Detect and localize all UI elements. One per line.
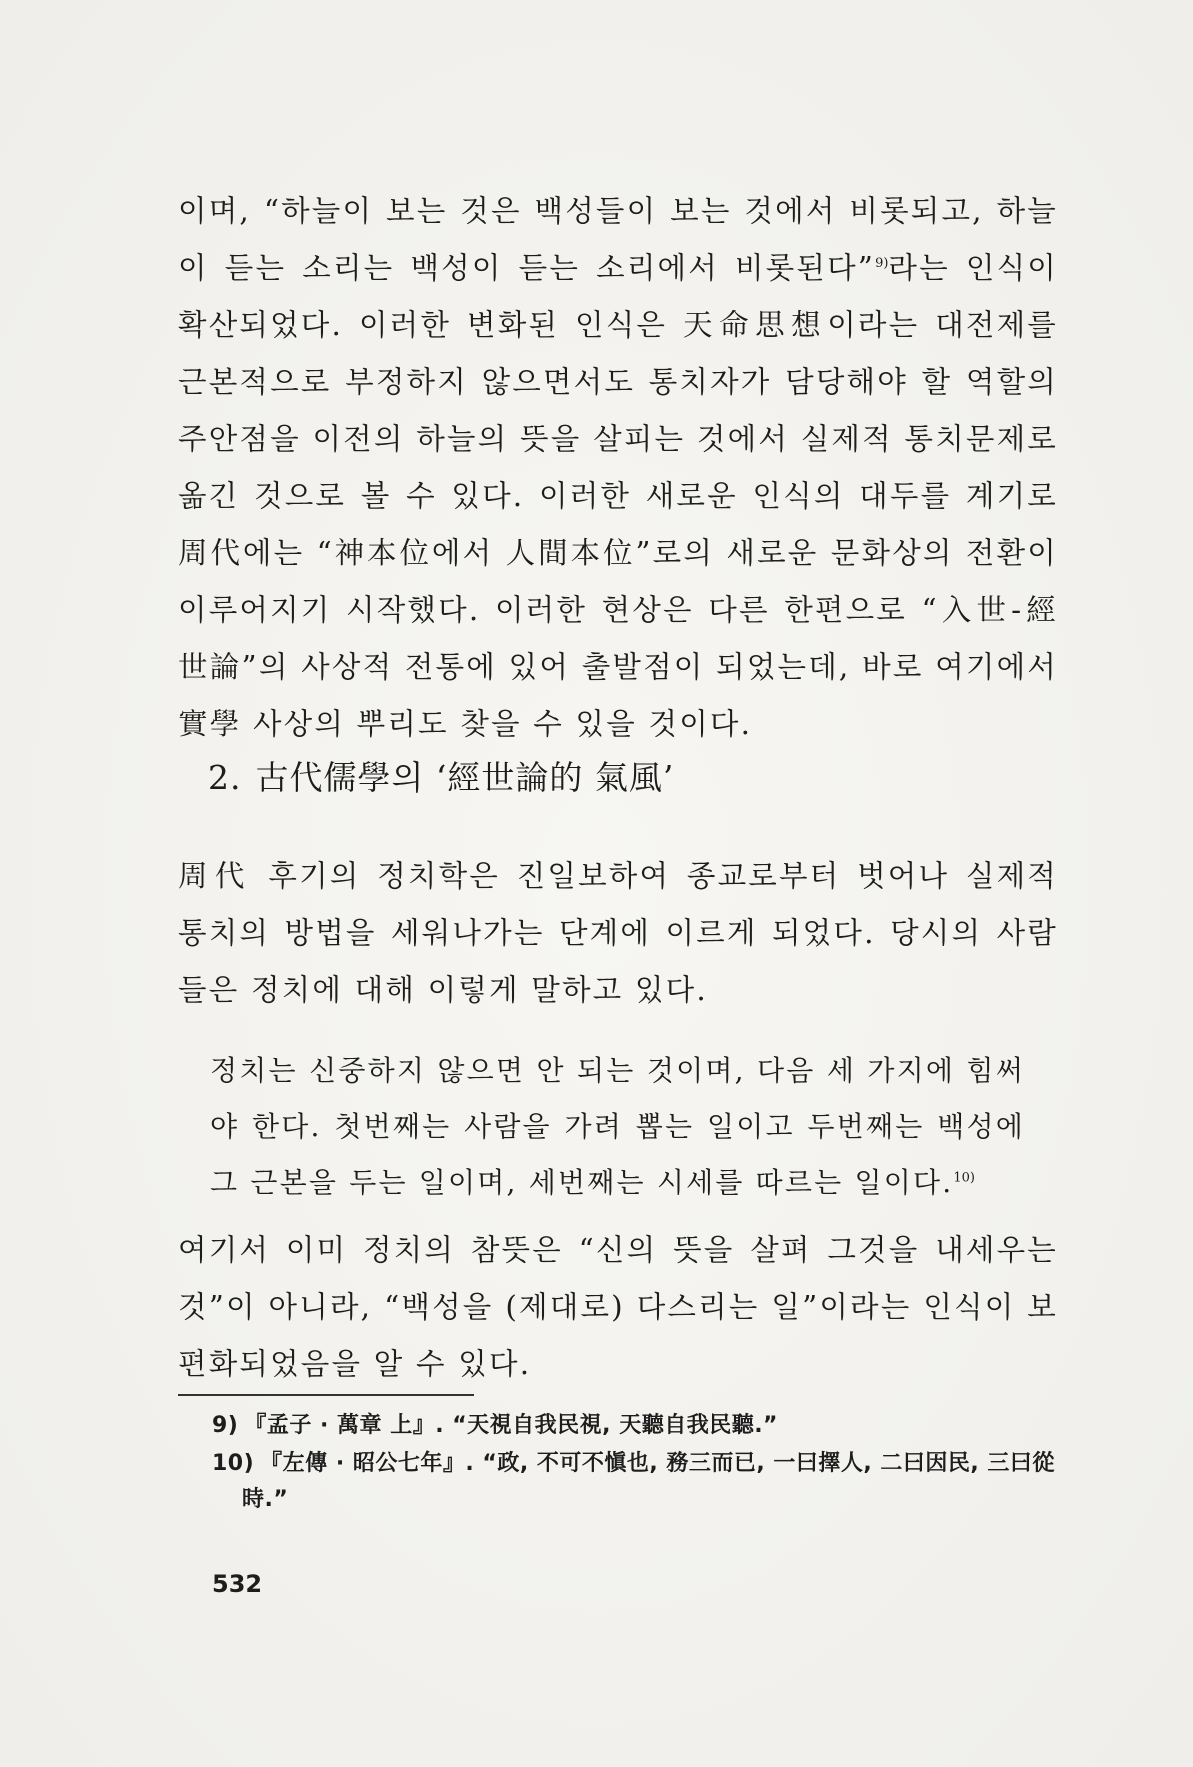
section-heading [208, 752, 674, 799]
footnote-divider [178, 1394, 474, 1396]
body-paragraph-2: 周代 후기의 정치학은 진일보하여 종교로부터 벗어나 실제적 통치의 방법을 세워나가는 단계에 이르게 되었다. 당시의 사람들은 정치에 대해 이렇게 말하고 있다. [178, 859, 1058, 1007]
paragraph-text-continued: 라는 인식이 확산되었다. 이러한 변화된 인식은 天命思想이라는 대전제를 근본적으로 부정하지 않으면서도 통치자가 담당해야 할 역할의 주안점을 이전의 하늘의 뜻을 살피는 것에서 실제적 통치문제로 옮긴 것으로 볼 수 있다. 이러한 새로운 인식의 대두를 계기로 周代에는 “神本位에서 人間本位”로의 새로운 문화상의 전환이 이루어지기 시작했다. 이러한 현상은 다른 한편으로 “入世-經世論”의 사상적 전통에 있어 출발점이 되었는데, 바로 여기에서 實學 사상의 뿌리도 찾을 수 있을 것이다. [178, 251, 1058, 741]
footnote-ref-10[interactable]: 10) [953, 1170, 975, 1186]
quote-text: 정치는 신중하지 않으면 안 되는 것이며, 다음 세 가지에 힘써야 한다. 첫번째는 사람을 가려 뽑는 일이고 두번째는 백성에 그 근본을 두는 일이며, 세번째는 시세를 따르는 일이다. [210, 1054, 1025, 1199]
footnote-9 [212, 1408, 1058, 1444]
footnote-ref-9[interactable]: 9) [875, 256, 889, 272]
footnote-text: 『孟子 · 萬章 上』. “天視自我民視, 天聽自我民聽.” [244, 1413, 779, 1438]
footnote-text: 『左傳 · 昭公七年』. “政, 不可不愼也, 務三而已, 一曰擇人, 二曰因民, 三曰從 [260, 1451, 1055, 1476]
footnote-number: 9) [212, 1413, 239, 1438]
footnote-text-continued: 時.” [242, 1487, 289, 1512]
paragraph-text: 이며, “하늘이 보는 것은 백성들이 보는 것에서 비롯되고, 하늘이 듣는 소리는 백성이 듣는 소리에서 비롯된다” [178, 194, 1058, 285]
footnote-10 [212, 1446, 1058, 1518]
page-number: 532 [212, 1570, 263, 1598]
body-paragraph-3: 여기서 이미 정치의 참뜻은 “신의 뜻을 살펴 그것을 내세우는 것”이 아니라, “백성을 (제대로) 다스리는 일”이라는 인식이 보편화되었음을 알 수 있다. [178, 1233, 1058, 1381]
section-title: 古代儒學의 ‘經世論的 氣風’ [255, 758, 675, 797]
block-quote [210, 1043, 1025, 1211]
footnote-number: 10) [212, 1451, 255, 1476]
section-number: 2. [208, 758, 242, 797]
body-paragraph-1 [178, 183, 1058, 753]
